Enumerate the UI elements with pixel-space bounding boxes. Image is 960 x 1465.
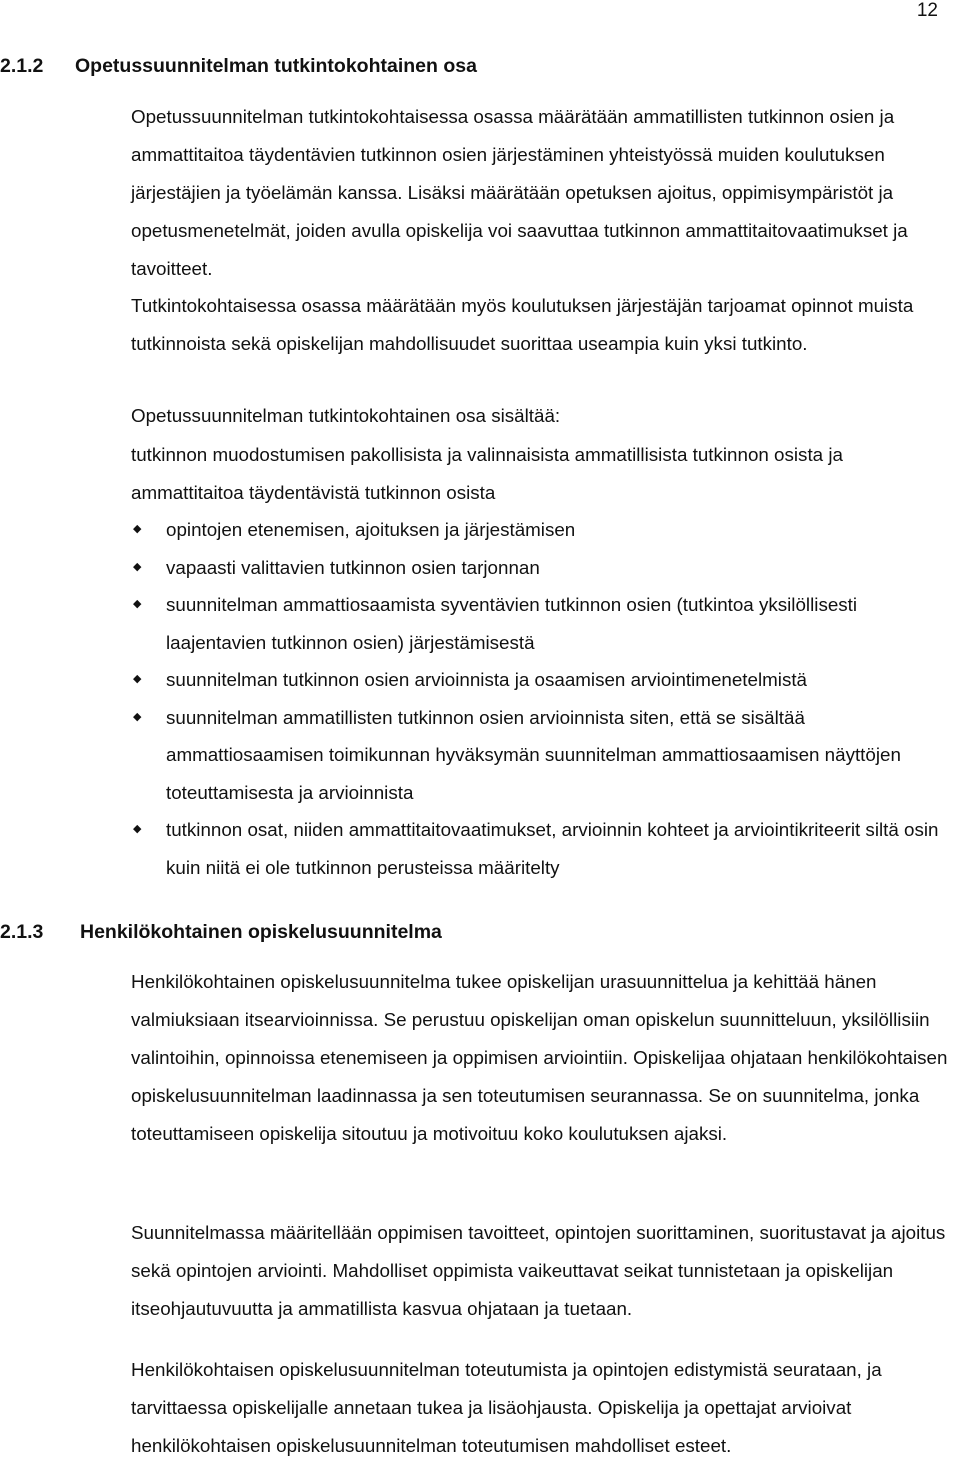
page-number: 12 bbox=[916, 0, 938, 21]
diamond-bullet-icon: ◆ bbox=[133, 598, 142, 610]
list-item-text: suunnitelman ammattiosaamista syventävien tutkinnon osien (tutkintoa yksilöllisesti laajentavien tutkinnon osien) järjestämisestä bbox=[166, 594, 858, 653]
diamond-bullet-icon: ◆ bbox=[133, 673, 142, 685]
section1-paragraph-3: Opetussuunnitelman tutkintokohtainen osa sisältää: bbox=[131, 405, 561, 426]
list-item-text: tutkinnon osat, niiden ammattitaitovaatimukset, arvioinnin kohteet ja arviointikriteerit siltä osin kuin niitä ei ole tutkinnon perusteissa määritelty bbox=[166, 819, 939, 878]
section-heading-2-1-3 bbox=[0, 920, 442, 944]
list-item bbox=[131, 511, 953, 549]
section-heading-2-1-2 bbox=[0, 54, 477, 78]
list-item bbox=[131, 811, 953, 886]
list-item-text: opintojen etenemisen, ajoituksen ja järjestämisen bbox=[166, 519, 576, 540]
section1-paragraph-1: Opetussuunnitelman tutkintokohtaisessa osassa määrätään ammatillisten tutkinnon osien ja ammattitaitoa täydentävien tutkinnon osien järjestäminen yhteistyössä muiden koulutuksen järjestäjien ja työelämän kanssa. Lisäksi määrätään opetuksen ajoitus, oppimisympäristöt ja opetusmenetelmät, joiden avulla opiskelija voi saavuttaa tutkinnon ammattitaitovaatimukset ja tavoitteet. bbox=[131, 106, 908, 279]
section2-paragraph-1: Henkilökohtainen opiskelusuunnitelma tukee opiskelijan urasuunnittelua ja kehittää hänen valmiuksiaan itsearvioinnissa. Se perustuu opiskelijan oman opiskelun suunnitteluun, yksilöllisiin valintoihin, opinnoissa etenemiseen ja oppimisen arviointiin. Opiskelijaa ohjataan henkilökohtaisen opiskelusuunnitelman laadinnassa ja sen toteutumisen seurannassa. Se on suunnitelma, jonka toteuttamiseen opiskelija sitoutuu ja motivoituu koko koulutuksen ajaksi. bbox=[131, 971, 948, 1144]
diamond-bullet-icon: ◆ bbox=[133, 523, 142, 535]
list-item bbox=[131, 586, 953, 661]
list-item-text: vapaasti valittavien tutkinnon osien tarjonnan bbox=[166, 556, 540, 578]
section1-paragraph-4: tutkinnon muodostumisen pakollisista ja valinnaisista ammatillisista tutkinnon osista ja ammattitaitoa täydentävistä tutkinnon osista bbox=[131, 444, 843, 503]
list-item bbox=[131, 661, 953, 699]
list-item bbox=[131, 699, 953, 812]
diamond-bullet-icon: ◆ bbox=[133, 560, 142, 573]
list-item bbox=[131, 549, 953, 587]
section-title: Opetussuunnitelman tutkintokohtainen osa bbox=[75, 55, 477, 77]
section1-paragraph-2: Tutkintokohtaisessa osassa määrätään myös koulutuksen järjestäjän tarjoamat opinnot muista tutkinnoista sekä opiskelijan mahdollisuudet suorittaa useampia kuin yksi tutkinto. bbox=[131, 295, 914, 354]
section-number: 2.1.3 bbox=[0, 921, 44, 943]
diamond-bullet-icon: ◆ bbox=[133, 710, 142, 723]
diamond-bullet-icon: ◆ bbox=[133, 823, 142, 835]
content-bullet-list bbox=[131, 511, 953, 886]
section2-paragraph-3: Henkilökohtaisen opiskelusuunnitelman toteutumista ja opintojen edistymistä seurataan, ja tarvittaessa opiskelijalle annetaan tukea ja lisäohjausta. Opiskelija ja opettajat arvioivat henkilökohtaisen opiskelusuunnitelman toteutumisen mahdolliset esteet. bbox=[131, 1359, 882, 1456]
list-item-text: suunnitelman tutkinnon osien arvioinnista ja osaamisen arviointimenetelmistä bbox=[166, 669, 807, 690]
section-title: Henkilökohtainen opiskelusuunnitelma bbox=[80, 921, 442, 943]
section-number: 2.1.2 bbox=[0, 55, 44, 77]
section2-paragraph-2: Suunnitelmassa määritellään oppimisen tavoitteet, opintojen suorittaminen, suoritustavat ja ajoitus sekä opintojen arviointi. Mahdolliset oppimista vaikeuttavat seikat tunnistetaan ja opiskelijan itseohjautuvuutta ja ammatillista kasvua ohjataan ja tuetaan. bbox=[131, 1222, 946, 1319]
list-item-text: suunnitelman ammatillisten tutkinnon osien arvioinnista siten, että se sisältää ammattiosaamisen toimikunnan hyväksymän suunnitelman ammattiosaamisen näyttöjen toteuttamisesta ja arvioinnista bbox=[166, 706, 901, 803]
